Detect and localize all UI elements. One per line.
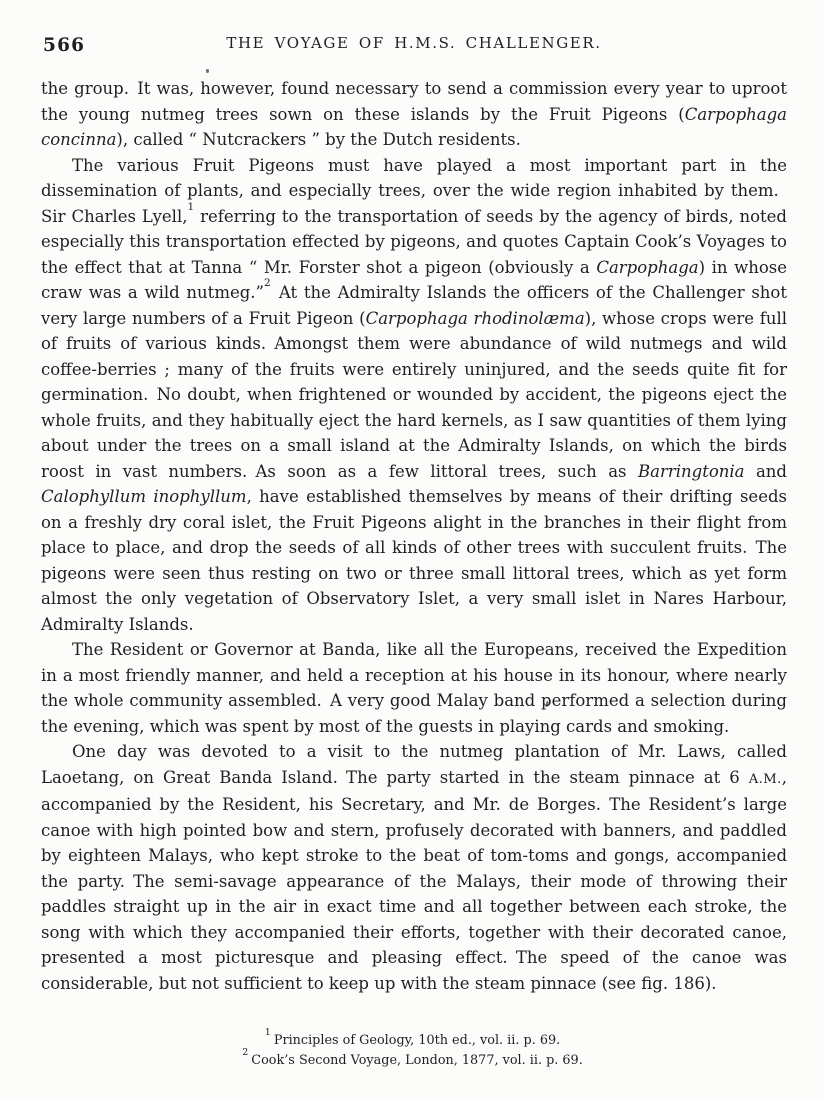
text-run: and <box>744 461 787 481</box>
footnote-ref-2: 2 <box>263 277 271 289</box>
paragraph-3 <box>41 637 787 739</box>
text-run: The Resident or Governor at Banda, like all the Europeans, received the Expedition in a most friendly manner, and held a reception at his house in its honour, where nearly the whole community assembled. A very good Malay band performed a selection during the evening, which was spent by most of the guests in playing cards and smoking. <box>41 640 787 736</box>
text-run: ), called “ Nutcrackers ” by the Dutch residents. <box>116 130 521 149</box>
text-run-italic: Carpophaga <box>596 257 699 277</box>
text-run: referring to the transportation of seeds by the agency of birds, noted especially this transportation effected by pigeons, and quotes Captain Cook’s Voyages to the effect that at Tanna “ Mr. Forster shot a pigeon (obviously a <box>41 206 787 277</box>
text-run-italic: Calophyllum inophyllum <box>41 487 247 506</box>
paragraph-2 <box>41 153 787 638</box>
page-number: 566 <box>43 35 86 56</box>
footnote-text: Principles of Geology, 10th ed., vol. ii. p. 69. <box>273 1033 561 1048</box>
text-run: the group. It was, however, found necessary to send a commission every year to uproot the young nutmeg trees sown on these islands by the Fruit Pigeons ( <box>41 79 787 124</box>
text-run-italic: Carpophaga rhodinolæma <box>365 308 585 328</box>
text-run: One day was devoted to a visit to the nutmeg plantation of Mr. Laws, called Laoetang, on Great Banda Island. The party started in the steam pinnace at 6 <box>41 742 787 787</box>
footnote-2 <box>0 1046 825 1071</box>
footnote-marker-1: 1 <box>264 1027 271 1039</box>
text-run: ), whose crops were full of fruits of various kinds. Amongst them were abundance of wild nutmegs and wild coffee-berries ; many of the fruits were entirely uninjured, and the seeds quite fit for germination. No doubt, when frightened or wounded by accident, the pigeons eject the whole fruits, and they habitually eject the hard kernels, as I saw quantities of them lying about under the trees on a small island at the Admiralty Islands, on which the birds roost in vast numbers. As soon as a few littoral trees, such as <box>41 308 787 481</box>
paragraph-1 <box>41 76 787 153</box>
footnote-text: Cook’s Second Voyage, London, 1877, vol. ii. p. 69. <box>251 1052 583 1068</box>
footnote-1 <box>0 1027 825 1051</box>
page-header <box>41 34 787 58</box>
text-run: , accompanied by the Resident, his Secretary, and Mr. de Borges. The Resident’s large canoe with high pointed bow and stern, profusely decorated with banners, and paddled by eighteen Malays, who kept stroke to the beat of tom-toms and gongs, accompanied the party. The semi-savage appearance of the Malays, their mode of throwing their paddles straight up in the air in exact time and all together between each stroke, the song with which they accompanied their efforts, together with their decorated canoe, presented a most picturesque and pleasing effect. The speed of the canoe was considerable, but not sufficient to keep up with the steam pinnace (see fig. 186). <box>41 767 787 993</box>
ink-speck <box>206 69 209 73</box>
running-title: THE VOYAGE OF H.M.S. CHALLENGER. <box>226 34 602 52</box>
text-run-smallcaps: A.M. <box>748 771 782 787</box>
text-run-italic: Carpophaga concinna <box>41 104 787 149</box>
footnote-ref-1: 1 <box>187 200 195 213</box>
footnotes-block <box>0 1027 825 1070</box>
paragraph-4 <box>41 739 787 996</box>
text-run-italic: Barringtonia <box>637 461 745 481</box>
text-run: At the Admiralty Islands the officers of the Challenger shot very large numbers of a Fruit Pigeon ( <box>41 283 787 328</box>
body-text <box>41 76 787 996</box>
text-run: The various Fruit Pigeons must have played a most important part in the dissemination of plants, and especially trees, over the wide region inhabited by them. Sir Charles Lyell, <box>41 155 787 226</box>
footnote-marker-2: 2 <box>242 1046 249 1058</box>
text-run: , have established themselves by means of their drifting seeds on a freshly dry coral islet, the Fruit Pigeons alight in the branches in their flight from place to place, and drop the seeds of all kinds of other trees with succulent fruits. The pigeons were seen thus resting on two or three small littoral trees, which as yet form almost the only vegetation of Observatory Islet, a very small islet in Nares Harbour, Admiralty Islands. <box>41 487 787 634</box>
text-run: ) in whose craw was a wild nutmeg.” <box>41 257 787 302</box>
